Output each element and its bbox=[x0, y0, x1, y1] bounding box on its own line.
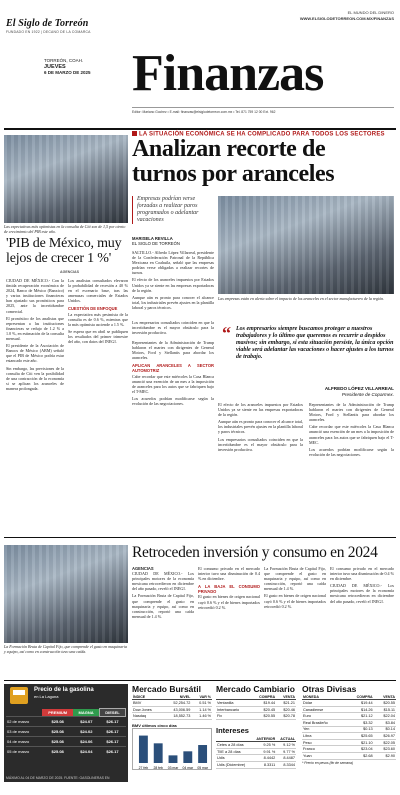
bmv-bar bbox=[139, 736, 148, 763]
row-value: $24.07 bbox=[73, 717, 99, 727]
paragraph: Los empresarios consultados coinciden en que la incertidumbre es el mayor obstáculo para la inversión productiva. bbox=[218, 436, 303, 452]
paragraph: SALTILLO.- Alfredo López Villarreal, presidente de la Confederación Patronal de la República Mexicana en Coahuila, señaló que las empresas podrían verse obligadas a realizar recortes de turnos. bbox=[132, 250, 214, 276]
article-main-col1b bbox=[132, 320, 214, 335]
bmv-tick-label: 05 mar bbox=[197, 765, 208, 770]
row-value: $19.44 bbox=[250, 700, 276, 707]
second-headline[interactable]: Retroceden inversión y consumo en 2024 bbox=[132, 544, 378, 561]
row-value: $3.84 bbox=[374, 719, 396, 726]
row-value: 9.12 % bbox=[276, 742, 296, 749]
row-value: $26.97 bbox=[374, 733, 396, 740]
bursatil-title: Mercado Bursátil bbox=[132, 684, 201, 694]
subhead: A LA BAJA EL CONSUMO PRIVADO bbox=[198, 584, 260, 595]
intereses-table bbox=[216, 736, 296, 769]
article2-col4 bbox=[330, 566, 394, 604]
row-label: Franco bbox=[302, 746, 345, 753]
paragraph: El efecto de los aranceles impuestos por Estados Unidos ya se siente en las empresas exportadoras de la región. bbox=[132, 277, 214, 293]
gasoline-price-box bbox=[4, 684, 128, 782]
weekday: JUEVES bbox=[44, 64, 66, 70]
gas-header bbox=[6, 709, 42, 717]
masthead bbox=[0, 0, 400, 128]
row-value: $2.90 bbox=[374, 752, 396, 759]
row-label: Ventanilla bbox=[216, 700, 250, 707]
pullquote-attribution bbox=[236, 386, 394, 397]
table-row bbox=[302, 733, 396, 740]
table-row bbox=[132, 700, 212, 707]
paragraph: CIUDAD DE MÉXICO.- Los principales motores de la economía mexicana retrocedieron en diciembre del año pasado, reveló el INEGI. bbox=[132, 571, 194, 592]
intereses-header: ACTUAL bbox=[276, 736, 296, 742]
bursatil-header: ÍNDICE bbox=[132, 694, 163, 700]
pullquote-role: Presidente de Coparmex. bbox=[341, 391, 394, 397]
row-value: $26.17 bbox=[99, 747, 125, 757]
bmv-tick-label: 03 mar bbox=[167, 765, 179, 770]
row-value: $24.02 bbox=[73, 727, 99, 737]
row-value: $24.06 bbox=[73, 737, 99, 747]
paragraph: CIUDAD DE MÉXICO.- Con la tímida recuperación económica de 2024, Banco de México (Banxico) y varias instituciones financieras han ajustado sus pronósticos para 2025, ante la incertidumbre comercial. bbox=[6, 278, 64, 314]
cambiario-header: VENTA bbox=[276, 694, 296, 700]
bmv-tick-label: 28 feb bbox=[153, 765, 163, 770]
table-row bbox=[216, 742, 296, 749]
row-value: $21.12 bbox=[345, 713, 374, 720]
paragraph: El consumo privado en el mercado interior tuvo una disminución de 0.4 % en diciembre. bbox=[198, 566, 260, 582]
row-value: 1.46 % bbox=[191, 713, 212, 720]
newspaper-brand: El Siglo de Torreón bbox=[6, 18, 89, 29]
row-value: 18,552.73 bbox=[163, 713, 191, 720]
bmv-bar bbox=[198, 745, 207, 763]
table-row bbox=[302, 739, 396, 746]
article-right-col2 bbox=[309, 402, 394, 457]
intereses-title: Intereses bbox=[216, 725, 249, 735]
row-label: Yen bbox=[302, 726, 345, 733]
photo3-caption: La Formación Bruta de Capital Fijo, que comprende el gasto en maquinaria y equipo, así como en construcción tuvo una caída. bbox=[4, 644, 127, 654]
row-label: Dólar bbox=[302, 700, 345, 707]
bursatil-header: VAR % bbox=[191, 694, 212, 700]
masthead-rule bbox=[4, 128, 396, 130]
divisas-header: VENTA bbox=[374, 694, 396, 700]
table-row bbox=[302, 713, 396, 720]
row-label: Peso bbox=[302, 739, 345, 746]
row-value: $21.10 bbox=[345, 739, 374, 746]
pullquote-name: ALFREDO LÓPEZ VILLARREAL bbox=[324, 386, 394, 391]
gas-header-magna: MAGNA bbox=[73, 709, 99, 717]
kicker-text: LA SITUACIÓN ECONÓMICA SE HA COMPLICADO PARA TODOS LOS SECTORES bbox=[139, 131, 385, 138]
row-value: $26.17 bbox=[99, 727, 125, 737]
paragraph: El pronóstico de los analistas que representan a las instituciones financieras se redujo de 1.2 % a 1.0 %, en estimación de la consulta mensual. bbox=[6, 315, 64, 342]
row-value: 43,006.59 bbox=[163, 706, 191, 713]
table-row bbox=[216, 700, 296, 707]
intereses-header: ANTERIOR bbox=[252, 736, 277, 742]
row-label: BMV bbox=[132, 700, 163, 707]
gas-header-premium: PREMIUM bbox=[42, 709, 73, 717]
gas-title: Precio de la gasolina bbox=[34, 687, 94, 693]
table-row bbox=[6, 717, 126, 727]
table-row bbox=[132, 706, 212, 713]
divisas-box bbox=[302, 684, 396, 765]
row-value: $23.60 bbox=[374, 746, 396, 753]
row-label: Euro bbox=[302, 713, 345, 720]
article-main-col2 bbox=[132, 340, 214, 406]
table-row bbox=[216, 748, 296, 755]
table-row bbox=[6, 727, 126, 737]
paragraph: Cabe recordar que este miércoles la Casa Blanca anunció una exención de un mes a la imposición de aranceles para los autos que se fabriquen bajo el T-MEC. bbox=[132, 373, 214, 394]
row-label: Cetes a 28 días bbox=[216, 742, 252, 749]
row-value: 8.3344 bbox=[276, 761, 296, 768]
main-headline[interactable]: Analizan recorte de turnos por aranceles bbox=[132, 136, 335, 187]
row-value: $15.11 bbox=[374, 706, 396, 713]
divisas-header: COMPRA bbox=[345, 694, 374, 700]
dateline bbox=[44, 58, 91, 76]
editor-line: Editor: Mariano Gochez • E-mail: finanzas@elsiglodetorreon.com.mx • Tel. 871 759 12 00 Ext. 962 bbox=[132, 107, 394, 114]
row-value: $25.08 bbox=[42, 727, 73, 737]
gas-header-diesel: DIESEL bbox=[99, 709, 125, 717]
bmv-tick-label: 04 mar bbox=[182, 765, 194, 770]
article-left-col1 bbox=[6, 278, 64, 391]
row-value: $25.65 bbox=[345, 733, 374, 740]
row-value: $21.21 bbox=[276, 700, 296, 707]
row-label: 03 de marzo bbox=[6, 727, 42, 737]
table-row bbox=[216, 761, 296, 768]
article-right-col1 bbox=[218, 402, 303, 452]
row-value: $20.55 bbox=[374, 700, 396, 707]
secondary-headline[interactable]: 'PIB de México, muy lejos de crecer 1 %' bbox=[6, 236, 122, 266]
paragraph: La Formación Bruta de Capital Fijo, que comprende el gasto en maquinaria y equipo, así como en construcción, reportó una caída mensual de 1.4 %. bbox=[132, 593, 194, 619]
divisas-title: Otras Divisas bbox=[302, 684, 357, 694]
row-label: Udis bbox=[216, 755, 252, 762]
gas-table bbox=[6, 708, 126, 756]
bmv-bar bbox=[169, 755, 178, 763]
article-main-col1 bbox=[132, 250, 214, 310]
date: 6 DE MARZO DE 2025 bbox=[44, 70, 91, 75]
divisas-footnote: * Precio en pesos (fin de semana) bbox=[302, 760, 354, 765]
row-value: $20.55 bbox=[250, 713, 276, 720]
article2-col1 bbox=[132, 566, 194, 619]
brand-subtitle: FUNDADO EN 1922 | DECANO DE LA COMARCA bbox=[6, 30, 91, 34]
cambiario-header: COMPRA bbox=[250, 694, 276, 700]
row-value: $3.32 bbox=[345, 719, 374, 726]
table-row bbox=[302, 700, 396, 707]
row-value: 8.3311 bbox=[252, 761, 277, 768]
table-row bbox=[6, 747, 126, 757]
paragraph: Sin embargo, las previsiones de la consulta de Citi ven la posibilidad de una contracción de la economía si se aplican los aranceles de manera prolongada. bbox=[6, 365, 64, 391]
tagline-text: EL MUNDO DEL DINERO bbox=[347, 10, 394, 15]
paragraph: El gasto en bienes de origen nacional cayó 0.6 % y el de bienes importados retrocedió 0.2 %. bbox=[264, 593, 326, 609]
byline bbox=[132, 236, 180, 246]
bursatil-header: NIVEL bbox=[163, 694, 191, 700]
photo1-caption: Las expectativas más optimistas en la consulta de Citi son de 1,5 por ciento de crecimiento del PIB este año. bbox=[4, 224, 126, 234]
row-value: $0.13 bbox=[345, 726, 374, 733]
row-label: 05 de marzo bbox=[6, 747, 42, 757]
row-value: $25.08 bbox=[42, 737, 73, 747]
bmv-tick-label: 27 feb bbox=[138, 765, 149, 770]
photo-currency-exchange bbox=[4, 135, 128, 223]
row-label: Libra bbox=[302, 733, 345, 740]
photo-factory bbox=[218, 196, 394, 294]
section-rule bbox=[4, 537, 396, 538]
section-url[interactable]: WWW.ELSIGLODETORREON.COM.MX/FINANZAS bbox=[299, 15, 394, 21]
paragraph: Aunque aún es pronto para conocer el alcance total, los industriales prevén ajustes en la plantilla laboral y paros técnicos. bbox=[132, 294, 214, 310]
row-label: Dow Jones bbox=[132, 706, 163, 713]
paragraph: Los acuerdos podrían modificarse según la evolución de las negociaciones. bbox=[309, 446, 394, 457]
paragraph: La Formación Bruta de Capital Fijo, que comprende el gasto en maquinaria y equipo, así como en construcción, reportó una caída mensual de 1.4 %. bbox=[264, 566, 326, 592]
paragraph: CIUDAD DE MÉXICO.- Los principales motores de la economía mexicana retrocedieron en diciembre del año pasado, reveló el INEGI. bbox=[330, 583, 394, 604]
bmv-bar bbox=[154, 743, 163, 763]
paragraph: Se espera que en abril se publiquen los resultados del primer trimestre del año, con datos del INEGI. bbox=[68, 328, 128, 345]
row-label: Real Brasileño bbox=[302, 719, 345, 726]
cambiario-title: Mercado Cambiario bbox=[216, 684, 295, 694]
row-value: $20.45 bbox=[250, 706, 276, 713]
gas-footnote: MÁXIMO AL 04 DE MARZO DE 2025. FUENTE: GASOLINERAS EN bbox=[6, 776, 110, 780]
paragraph: Aunque aún es pronto para conocer el alcance total, los industriales prevén ajustes en la plantilla laboral y paros técnicos. bbox=[218, 419, 303, 435]
bmv-bar bbox=[183, 751, 192, 763]
paragraph: La expectativa más pesimista de la consulta es de 0.6 %, mientras que la más optimista asciende a 1.5 %. bbox=[68, 311, 128, 327]
article2-col2 bbox=[198, 566, 260, 610]
table-row bbox=[302, 746, 396, 753]
row-value: $23.04 bbox=[345, 746, 374, 753]
pullquote: Los empresarios siempre buscamos proteger a nuestros trabajadores y lo último que queremos es recurrir a despidos masivos; sin embargo, si esta situación persiste, la única opción viable será adelantar las vacaciones o hacer ajustes a los turnos de trabajo. bbox=[236, 326, 394, 360]
byline-author: MARISELA REVILLA bbox=[132, 236, 173, 241]
byline-outlet: EL SIGLO DE TORREÓN bbox=[132, 241, 180, 246]
row-value: $14.26 bbox=[345, 706, 374, 713]
row-label: Nasdaq bbox=[132, 713, 163, 720]
table-row bbox=[216, 755, 296, 762]
row-value: $0.14 bbox=[374, 726, 396, 733]
bursatil-box bbox=[132, 684, 212, 775]
row-value: $26.17 bbox=[99, 717, 125, 727]
table-row bbox=[216, 713, 296, 720]
table-row bbox=[302, 752, 396, 759]
article-left-col2 bbox=[68, 278, 128, 344]
city: TORREÓN, COAH. bbox=[44, 58, 84, 63]
table-row bbox=[302, 706, 396, 713]
row-value: $26.17 bbox=[99, 737, 125, 747]
article2-source: AGENCIAS bbox=[132, 566, 154, 571]
row-value: 8.4487 bbox=[276, 755, 296, 762]
row-value: 9.91 % bbox=[252, 748, 277, 755]
paragraph: Cabe recordar que este miércoles la Casa Blanca anunció una exención de un mes a la imposición de aranceles para los autos que se fabriquen bajo el T-MEC. bbox=[309, 424, 394, 445]
gas-subtitle: en La Laguna bbox=[34, 694, 59, 699]
cambiario-table bbox=[216, 694, 296, 720]
row-value: $22.04 bbox=[374, 713, 396, 720]
paragraph: Los acuerdos podrían modificarse según la evolución de las negociaciones. bbox=[132, 395, 214, 407]
paragraph: El efecto de los aranceles impuestos por Estados Unidos ya se siente en las empresas exportadoras de la región. bbox=[218, 402, 303, 418]
paragraph: El consumo privado en el mercado interior tuvo una disminución de 0.4 % en diciembre. bbox=[330, 566, 395, 582]
row-label: Canadiense bbox=[302, 706, 345, 713]
row-label: Fix bbox=[216, 713, 250, 720]
row-value: 9.77 % bbox=[276, 748, 296, 755]
row-value: $24.04 bbox=[73, 747, 99, 757]
row-label: Udis (Diciembre) bbox=[216, 761, 252, 768]
row-value: 8.4442 bbox=[252, 755, 277, 762]
subhead: CUESTIÓN DE ENFOQUE bbox=[68, 306, 118, 312]
row-value: $20.78 bbox=[276, 713, 296, 720]
table-row bbox=[302, 719, 396, 726]
divisas-table bbox=[302, 694, 396, 760]
row-value: $25.08 bbox=[42, 747, 73, 757]
bursatil-table bbox=[132, 694, 212, 720]
row-value: $25.08 bbox=[42, 717, 73, 727]
photo2-caption: Las empresas están en alerta sobre el impacto de los aranceles en el sector manufacturero de la región. bbox=[218, 296, 385, 301]
bmv-chart-label: BMV últimos cinco días bbox=[132, 722, 177, 728]
secondary-source: AGENCIAS bbox=[60, 270, 79, 274]
row-value: $22.05 bbox=[374, 739, 396, 746]
row-label: 02 de marzo bbox=[6, 717, 42, 727]
section-title: Finanzas bbox=[132, 45, 324, 102]
row-value: $2.68 bbox=[345, 752, 374, 759]
row-label: TIIE a 28 días bbox=[216, 748, 252, 755]
row-value: 0.51 % bbox=[191, 700, 212, 707]
row-value: $19.44 bbox=[345, 700, 374, 707]
row-value: $20.46 bbox=[276, 706, 296, 713]
table-row bbox=[132, 713, 212, 720]
markets-rule bbox=[4, 680, 396, 681]
row-label: 04 de marzo bbox=[6, 737, 42, 747]
table-row bbox=[302, 726, 396, 733]
paragraph: Representantes de la Administración de Trump hablaron el martes con dirigentes de General Motors, Ford y Stellantis para abordar los aranceles. bbox=[309, 402, 394, 423]
quote-mark-icon: “ bbox=[222, 323, 231, 343]
row-label: Yuan bbox=[302, 752, 345, 759]
gas-pump-icon bbox=[10, 687, 28, 704]
cambiario-box bbox=[216, 684, 296, 769]
deck-summary: Empresas podrían verse forzadas a realizar paros programados o adelantar vacaciones bbox=[132, 196, 214, 224]
table-row bbox=[6, 737, 126, 747]
paragraph: El presidente de la Asociación de Bancos de México (ABM) señaló que el PIB de México podría estar estancado este año. bbox=[6, 343, 64, 364]
paragraph: Representantes de la Administración de Trump hablaron el martes con dirigentes de General Motors, Ford y Stellantis para abordar los aranceles. bbox=[132, 340, 214, 361]
photo-construction bbox=[4, 545, 128, 643]
paragraph: Los analistas consultados elevaron la probabilidad de recesión a 40 % en el escenario base, tras las amenazas comerciales de Estados Unidos. bbox=[68, 278, 128, 304]
row-value: 9.25 % bbox=[252, 742, 277, 749]
bmv-bar-chart bbox=[132, 728, 212, 770]
article2-col3 bbox=[264, 566, 326, 609]
paragraph: Los empresarios consultados coinciden en que la incertidumbre es el mayor obstáculo para la inversión productiva. bbox=[132, 320, 214, 336]
row-label: Interbancario bbox=[216, 706, 250, 713]
row-value: 52,254.72 bbox=[163, 700, 191, 707]
section-tagline bbox=[300, 10, 394, 21]
row-value: 1.14 % bbox=[191, 706, 212, 713]
divisas-header: MONEDA bbox=[302, 694, 345, 700]
table-row bbox=[216, 706, 296, 713]
paragraph: El gasto en bienes de origen nacional cayó 0.6 % y el de bienes importados retrocedió 0.2 %. bbox=[198, 594, 260, 610]
subhead: APLICAN ARANCELES A SECTOR AUTOMOTRIZ bbox=[132, 363, 214, 374]
